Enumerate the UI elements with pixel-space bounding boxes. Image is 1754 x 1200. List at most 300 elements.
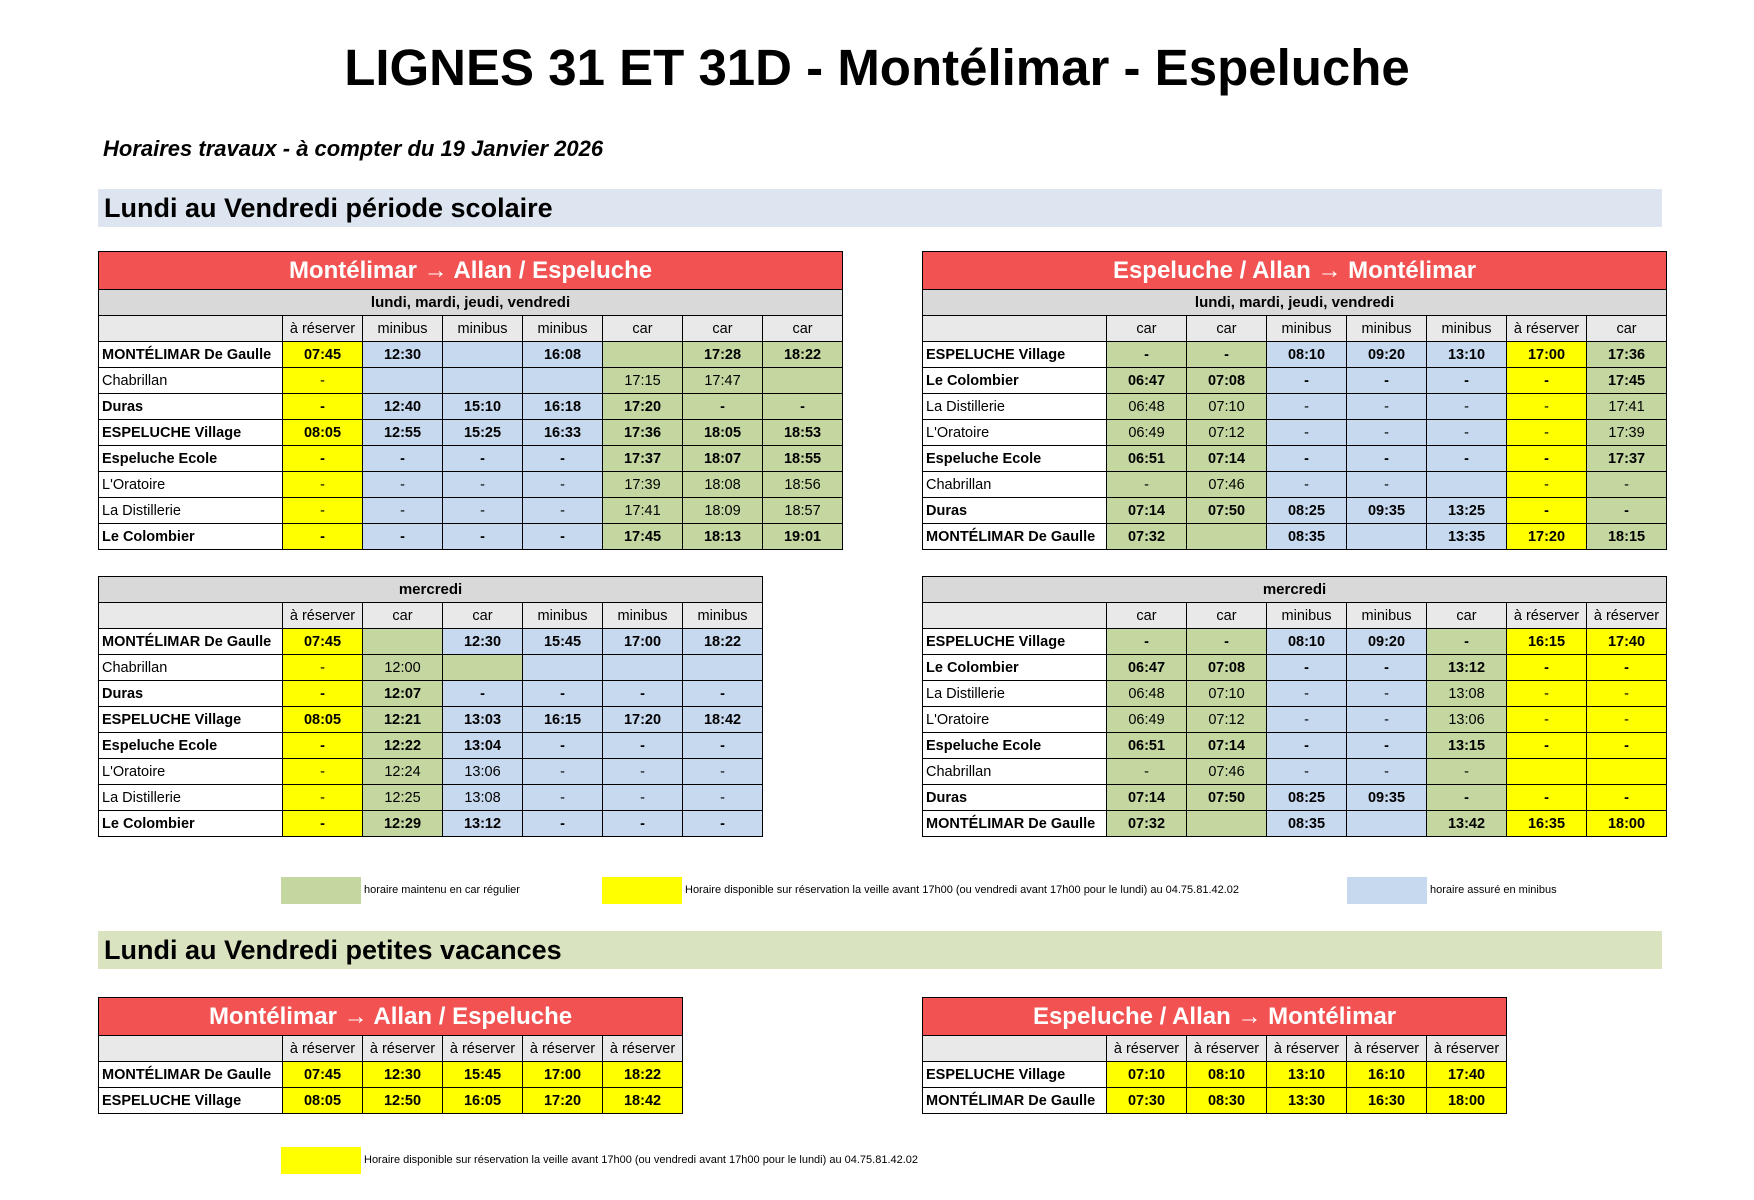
stop-name: MONTÉLIMAR De Gaulle [99,1062,283,1088]
time-cell: - [683,811,763,837]
header-blank-cell [923,1036,1107,1062]
vehicle-type-cell: à réserver [283,1036,363,1062]
time-cell: - [1427,368,1507,394]
time-cell: - [1507,446,1587,472]
time-cell: - [1507,368,1587,394]
time-cell: 13:06 [443,759,523,785]
vehicle-type-cell: à réserver [1427,1036,1507,1062]
time-cell: 13:06 [1427,707,1507,733]
legend-green-swatch [281,877,361,904]
vehicle-type-cell: minibus [1267,603,1347,629]
stop-name: Duras [99,394,283,420]
time-cell: - [1107,629,1187,655]
time-cell: 07:45 [283,629,363,655]
time-cell: - [1587,472,1667,498]
time-cell: - [1507,785,1587,811]
time-cell: - [1507,472,1587,498]
table-row [99,394,843,420]
stop-name: L'Oratoire [923,420,1107,446]
schedule-subtitle: Horaires travaux - à compter du 19 Janvier 2026 [103,136,604,161]
vehicle-type-cell: minibus [1267,316,1347,342]
legend [0,877,1754,904]
time-cell: - [1587,707,1667,733]
time-cell: 17:20 [523,1088,603,1114]
vehicle-type-cell: minibus [523,603,603,629]
vehicle-type-cell: à réserver [1587,603,1667,629]
vehicle-type-cell: car [1187,603,1267,629]
time-cell: 15:25 [443,420,523,446]
table-row [99,342,843,368]
stop-name: ESPELUCHE Village [99,707,283,733]
vehicle-type-cell: minibus [683,603,763,629]
table-row [923,1062,1507,1088]
vehicle-type-cell: minibus [523,316,603,342]
stop-name: Chabrillan [923,759,1107,785]
time-cell: 07:10 [1187,394,1267,420]
time-cell: - [1347,472,1427,498]
vehicle-type-cell: à réserver [1347,1036,1427,1062]
table-direction-header: Espeluche / Allan → Montélimar [923,998,1507,1036]
table-row [99,759,763,785]
time-cell: 19:01 [763,524,843,550]
vehicle-type-cell: minibus [603,603,683,629]
time-cell: - [443,446,523,472]
time-cell: 07:50 [1187,498,1267,524]
time-cell: 08:30 [1187,1088,1267,1114]
time-cell: - [1267,472,1347,498]
time-cell: - [363,472,443,498]
time-cell: 17:36 [1587,342,1667,368]
table-row [923,368,1667,394]
time-cell: 12:25 [363,785,443,811]
time-cell: 07:14 [1187,733,1267,759]
time-cell: - [763,394,843,420]
time-cell: 13:12 [443,811,523,837]
time-cell: - [683,394,763,420]
time-cell: 07:08 [1187,368,1267,394]
legend-green-text: horaire maintenu en car régulier [364,884,520,896]
time-cell: - [1267,655,1347,681]
time-cell: - [603,681,683,707]
table-row [99,524,843,550]
time-cell: 16:35 [1507,811,1587,837]
time-cell: 08:10 [1187,1062,1267,1088]
time-cell: 17:00 [1507,342,1587,368]
vehicle-type-cell: minibus [363,316,443,342]
time-cell: 18:55 [763,446,843,472]
time-cell: 15:10 [443,394,523,420]
time-cell: 06:47 [1107,368,1187,394]
time-cell: - [283,524,363,550]
time-cell [1507,759,1587,785]
table-row [923,681,1667,707]
time-cell: - [1347,368,1427,394]
time-cell: 16:05 [443,1088,523,1114]
time-cell: - [1107,342,1187,368]
time-cell: 07:30 [1107,1088,1187,1114]
stop-name: ESPELUCHE Village [923,342,1107,368]
table-row [99,733,763,759]
time-cell: 12:30 [443,629,523,655]
vehicle-type-cell: à réserver [283,316,363,342]
time-cell: - [1267,420,1347,446]
time-cell: - [1267,368,1347,394]
time-cell: 12:50 [363,1088,443,1114]
time-cell: - [1187,342,1267,368]
time-cell: 15:45 [443,1062,523,1088]
time-cell: 13:10 [1427,342,1507,368]
stop-name: L'Oratoire [923,707,1107,733]
time-cell: - [1587,498,1667,524]
time-cell: - [283,655,363,681]
table-days-header: mercredi [923,577,1667,603]
stop-name: MONTÉLIMAR De Gaulle [99,342,283,368]
timetable [922,997,1507,1114]
time-cell: 13:30 [1267,1088,1347,1114]
vehicle-type-cell: car [1107,603,1187,629]
time-cell: 18:13 [683,524,763,550]
time-cell: - [1507,655,1587,681]
table-outbound-weekdays [98,251,843,550]
vehicle-type-cell: car [363,603,443,629]
time-cell: - [1347,759,1427,785]
table-row [99,498,843,524]
time-cell: 18:57 [763,498,843,524]
legend-blue-text: horaire assuré en minibus [1430,884,1557,896]
timetable [98,576,763,837]
stop-name: Le Colombier [99,524,283,550]
time-cell: - [1347,420,1427,446]
vehicle-type-cell: minibus [1347,316,1427,342]
stop-name: Duras [923,498,1107,524]
header-blank-cell [923,316,1107,342]
time-cell: 13:04 [443,733,523,759]
time-cell: 06:51 [1107,446,1187,472]
time-cell: 15:45 [523,629,603,655]
vehicle-type-cell: car [1427,603,1507,629]
page-title: LIGNES 31 ET 31D - Montélimar - Espeluche [344,39,1410,96]
time-cell: - [1587,733,1667,759]
time-cell [763,368,843,394]
time-cell: 08:35 [1267,811,1347,837]
stop-name: MONTÉLIMAR De Gaulle [923,811,1107,837]
time-cell: 17:00 [603,629,683,655]
time-cell: - [603,785,683,811]
time-cell: 18:42 [603,1088,683,1114]
time-cell: - [1107,759,1187,785]
time-cell: - [363,446,443,472]
time-cell: - [443,524,523,550]
time-cell: - [1427,785,1507,811]
time-cell: 17:37 [1587,446,1667,472]
time-cell: 06:51 [1107,733,1187,759]
vehicle-type-cell: car [683,316,763,342]
time-cell: 17:45 [603,524,683,550]
vehicle-type-cell: à réserver [523,1036,603,1062]
time-cell: 12:22 [363,733,443,759]
section-holidays: Lundi au Vendredi petites vacances [98,931,1662,969]
stop-name: L'Oratoire [99,759,283,785]
time-cell: - [523,472,603,498]
time-cell: - [1507,420,1587,446]
time-cell: 09:35 [1347,785,1427,811]
time-cell [1587,759,1667,785]
time-cell: 17:39 [1587,420,1667,446]
time-cell: 17:47 [683,368,763,394]
time-cell: 16:10 [1347,1062,1427,1088]
time-cell: - [1587,785,1667,811]
vehicle-type-cell: à réserver [1507,603,1587,629]
table-row [99,785,763,811]
stop-name: Espeluche Ecole [99,733,283,759]
time-cell: - [683,733,763,759]
time-cell: 18:22 [763,342,843,368]
table-outbound-wednesday [98,576,763,837]
stop-name: Le Colombier [923,655,1107,681]
time-cell: - [523,733,603,759]
time-cell: 13:35 [1427,524,1507,550]
time-cell: 12:21 [363,707,443,733]
table-row [99,420,843,446]
table-row [923,629,1667,655]
time-cell [1187,811,1267,837]
time-cell: - [1267,446,1347,472]
time-cell: - [1347,446,1427,472]
time-cell: 17:20 [603,394,683,420]
time-cell: - [523,759,603,785]
time-cell: - [1267,759,1347,785]
timetable [98,251,843,550]
time-cell: 13:10 [1267,1062,1347,1088]
time-cell: - [283,733,363,759]
time-cell [1187,524,1267,550]
time-cell: 08:25 [1267,498,1347,524]
time-cell: - [603,811,683,837]
header-blank-cell [99,316,283,342]
time-cell: - [1507,733,1587,759]
stop-name: MONTÉLIMAR De Gaulle [99,629,283,655]
table-row [99,681,763,707]
time-cell: - [1347,681,1427,707]
time-cell: - [1427,759,1507,785]
time-cell: - [363,524,443,550]
time-cell: - [603,759,683,785]
table-row [923,498,1667,524]
stop-name: Chabrillan [99,655,283,681]
stop-name: ESPELUCHE Village [923,1062,1107,1088]
time-cell: - [1187,629,1267,655]
time-cell: 07:14 [1107,498,1187,524]
time-cell: 16:30 [1347,1088,1427,1114]
legend-yellow-swatch-holidays [281,1147,361,1174]
vehicle-type-cell: car [1107,316,1187,342]
header-blank-cell [99,603,283,629]
time-cell: 06:49 [1107,420,1187,446]
time-cell: 17:20 [1507,524,1587,550]
vehicle-type-cell: minibus [1347,603,1427,629]
table-row [99,629,763,655]
time-cell: 08:35 [1267,524,1347,550]
time-cell: - [283,498,363,524]
time-cell: 17:20 [603,707,683,733]
time-cell: 12:55 [363,420,443,446]
time-cell: - [1427,420,1507,446]
time-cell [603,655,683,681]
time-cell: 07:08 [1187,655,1267,681]
table-row [99,446,843,472]
table-days-header: lundi, mardi, jeudi, vendredi [923,290,1667,316]
time-cell [523,655,603,681]
stop-name: Le Colombier [99,811,283,837]
time-cell: - [683,759,763,785]
table-row [99,811,763,837]
time-cell: 07:10 [1107,1062,1187,1088]
header-blank-cell [99,1036,283,1062]
time-cell: 12:24 [363,759,443,785]
time-cell: - [1107,472,1187,498]
legend-yellow-text: Horaire disponible sur réservation la veille avant 17h00 (ou vendredi avant 17h00 pour le lundi) au 04.75.81.42.02 [685,884,1240,896]
vehicle-type-cell: à réserver [283,603,363,629]
time-cell: 17:36 [603,420,683,446]
timetable [98,997,683,1114]
table-inbound-wednesday [922,576,1667,837]
time-cell: 13:15 [1427,733,1507,759]
time-cell: - [523,785,603,811]
table-row [923,420,1667,446]
time-cell: - [523,446,603,472]
vehicle-type-cell: car [603,316,683,342]
time-cell: 18:53 [763,420,843,446]
time-cell: 17:00 [523,1062,603,1088]
time-cell: - [1267,681,1347,707]
stop-name: Duras [923,785,1107,811]
time-cell: - [1587,655,1667,681]
time-cell: - [1507,394,1587,420]
stop-name: Duras [99,681,283,707]
vehicle-type-cell: car [763,316,843,342]
vehicle-type-cell: minibus [443,316,523,342]
table-row [923,342,1667,368]
time-cell: - [1347,733,1427,759]
time-cell: - [1267,733,1347,759]
table-days-header: lundi, mardi, jeudi, vendredi [99,290,843,316]
table-row [923,733,1667,759]
time-cell: 06:48 [1107,681,1187,707]
table-row [99,655,763,681]
stop-name: Espeluche Ecole [99,446,283,472]
time-cell: 08:10 [1267,629,1347,655]
time-cell [603,342,683,368]
time-cell: - [1267,394,1347,420]
table-inbound-weekdays [922,251,1667,550]
time-cell: 07:10 [1187,681,1267,707]
legend-holidays [0,1147,1754,1174]
vehicle-type-cell: à réserver [1507,316,1587,342]
stop-name: ESPELUCHE Village [99,1088,283,1114]
time-cell: 12:40 [363,394,443,420]
section-school-period: Lundi au Vendredi période scolaire [98,189,1662,227]
time-cell: - [283,394,363,420]
vehicle-type-cell: car [1587,316,1667,342]
table-outbound-holidays [98,997,683,1114]
time-cell: 12:00 [363,655,443,681]
time-cell: 07:46 [1187,472,1267,498]
time-cell: 16:18 [523,394,603,420]
time-cell: 12:29 [363,811,443,837]
time-cell: 16:15 [523,707,603,733]
vehicle-type-cell: à réserver [1187,1036,1267,1062]
table-row [923,811,1667,837]
time-cell: - [1507,498,1587,524]
table-row [923,759,1667,785]
time-cell: 07:45 [283,1062,363,1088]
time-cell: 17:28 [683,342,763,368]
table-inbound-holidays [922,997,1507,1114]
time-cell: 17:37 [603,446,683,472]
time-cell: - [283,681,363,707]
time-cell: 08:10 [1267,342,1347,368]
table-row [923,472,1667,498]
time-cell: 07:12 [1187,707,1267,733]
vehicle-type-cell: à réserver [363,1036,443,1062]
time-cell: - [523,524,603,550]
time-cell: 18:07 [683,446,763,472]
table-row [923,707,1667,733]
time-cell: 18:00 [1587,811,1667,837]
time-cell: 07:46 [1187,759,1267,785]
time-cell: - [523,498,603,524]
time-cell: 09:35 [1347,498,1427,524]
time-cell: - [443,498,523,524]
stop-name: L'Oratoire [99,472,283,498]
stop-name: ESPELUCHE Village [99,420,283,446]
stop-name: Espeluche Ecole [923,446,1107,472]
time-cell: 18:22 [603,1062,683,1088]
time-cell: 16:33 [523,420,603,446]
legend-blue-swatch [1347,877,1427,904]
time-cell: 17:45 [1587,368,1667,394]
time-cell [523,368,603,394]
time-cell: 06:48 [1107,394,1187,420]
time-cell: - [283,368,363,394]
table-row [923,394,1667,420]
stop-name: La Distillerie [99,785,283,811]
time-cell: 17:40 [1427,1062,1507,1088]
time-cell: - [443,681,523,707]
time-cell: 08:05 [283,707,363,733]
timetable [922,251,1667,550]
time-cell: 18:09 [683,498,763,524]
time-cell: 07:14 [1187,446,1267,472]
time-cell: 17:40 [1587,629,1667,655]
time-cell: 09:20 [1347,342,1427,368]
header-blank-cell [923,603,1107,629]
time-cell: 07:32 [1107,524,1187,550]
time-cell: - [1427,629,1507,655]
time-cell: 06:47 [1107,655,1187,681]
time-cell: - [363,498,443,524]
time-cell: 13:03 [443,707,523,733]
time-cell: - [283,785,363,811]
vehicle-type-cell: à réserver [1107,1036,1187,1062]
stop-name: ESPELUCHE Village [923,629,1107,655]
time-cell: - [1427,394,1507,420]
time-cell: 13:42 [1427,811,1507,837]
table-direction-header: Montélimar → Allan / Espeluche [99,252,843,290]
time-cell: - [603,733,683,759]
stop-name: Le Colombier [923,368,1107,394]
stop-name: MONTÉLIMAR De Gaulle [923,524,1107,550]
